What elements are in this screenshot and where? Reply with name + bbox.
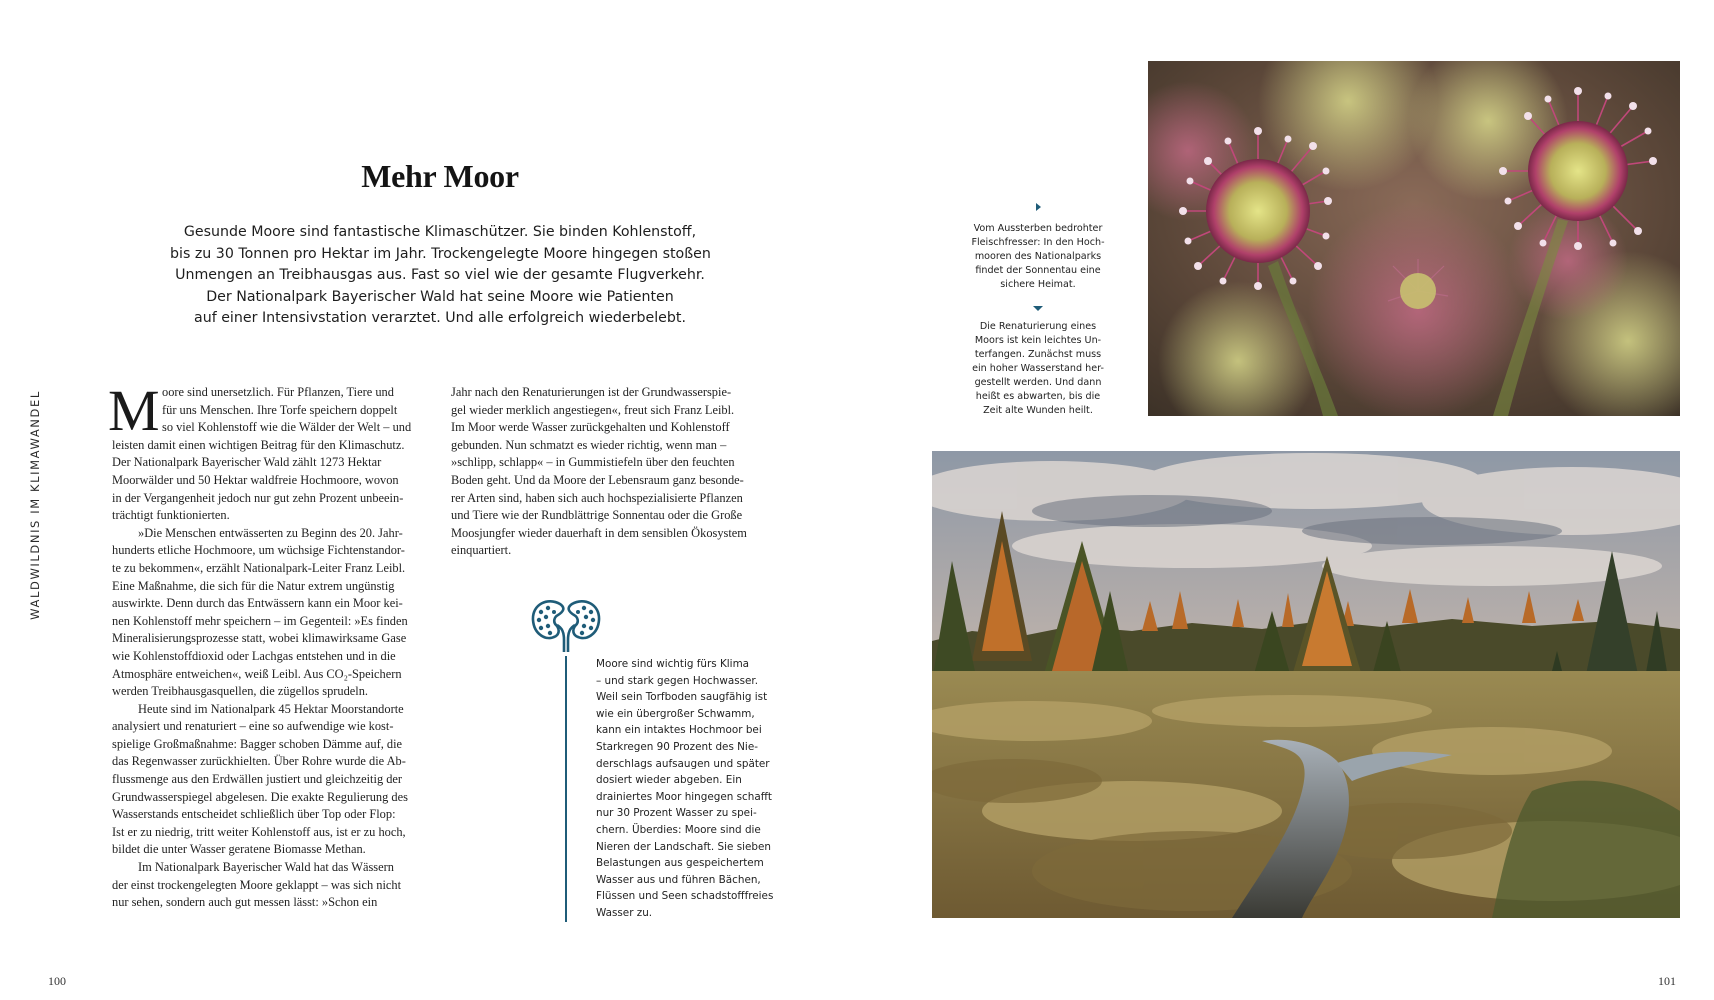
body-line: oore sind unersetzlich. Für Pflanzen, Tiere und (162, 385, 394, 399)
section-label (28, 385, 44, 625)
body-column-middle (451, 384, 771, 560)
body-line: gebunden. Nun schmatzt es wieder richtig, wenn man – (451, 437, 727, 452)
sidebar-line: kann ein intaktes Hochmoor bei (596, 724, 762, 737)
caption-line: gestellt werden. Und dann (974, 377, 1102, 388)
sidebar-line: derschlags aufsaugen und später (596, 757, 770, 770)
body-line: so viel Kohlenstoff wie die Wälder der Welt – und (162, 420, 412, 435)
body-line: »schlipp, schlapp« – in Gummistiefeln über den feuchten (451, 455, 735, 470)
caption-line: sichere Heimat. (1000, 279, 1076, 290)
sidebar-line: drainiertes Moor hingegen schafft (596, 790, 772, 803)
sidebar-line: Wasser aus und führen Bächen, (596, 873, 761, 886)
caption-line: heißt es abwarten, bis die (975, 391, 1101, 402)
body-line: »Die Menschen entwässerten zu Beginn des 20. Jahr- (138, 525, 403, 540)
lead-line: auf einer Intensivstation verarztet. Und alle erfolgreich wiederbelebt. (194, 310, 686, 326)
body-line: trächtigt funktionierten. (112, 508, 230, 523)
caption-line: Fleischfresser: In den Hoch- (971, 237, 1105, 248)
page-number-left: 100 (48, 974, 66, 988)
sidebar-line: Belastungen aus gespeichertem (596, 857, 764, 870)
body-line: flussmenge aus den Erdwällen justiert und gleichzeitig der (112, 772, 403, 787)
photo-sundew (1148, 61, 1680, 416)
body-line: Im Nationalpark Bayerischer Wald hat das Wässern (138, 860, 394, 875)
caption-line: Zeit alte Wunden heilt. (983, 405, 1093, 416)
body-line: spielige Großmaßnahme: Bagger schoben Dämme auf, die (112, 736, 403, 751)
body-line: nen Kohlenstoff mehr speichern – im Gegenteil: »Es finden (112, 613, 408, 628)
body-line: bildet die unter Wasser geratene Biomasse Methan. (112, 842, 366, 857)
caption-line: mooren des Nationalparks (974, 251, 1102, 262)
caption-line: Die Renaturierung eines (979, 321, 1097, 332)
body-line: werden Treibhausgasquellen, die zügellos sprudeln. (112, 684, 369, 699)
sidebar-line: chern. Überdies: Moore sind die (596, 823, 761, 836)
sidebar-line: Nieren der Landschaft. Sie sieben (596, 840, 771, 853)
body-line: einquartiert. (451, 543, 512, 558)
body-line: Boden geht. Und da Moore der Lebensraum ganz besonde- (451, 472, 744, 487)
caption-line: Moors ist kein leichtes Un- (974, 335, 1102, 346)
sidebar-line: – und stark gegen Hochwasser. (596, 674, 759, 687)
lead-line: Gesunde Moore sind fantastische Klimaschützer. Sie binden Kohlenstoff, (183, 224, 697, 240)
caption-sundew (968, 222, 1108, 292)
body-line: das Regenwasser zurückhielten. Über Rohre wurde die Ab- (112, 754, 406, 769)
body-line: Mineralisierungsprozesse statt, wobei klimawirksame Gase (112, 631, 407, 646)
sidebar-line: Flüssen und Seen schadstofffreies (596, 890, 774, 903)
body-line: leisten damit einen wichtigen Beitrag für den Klimaschutz. (112, 437, 405, 452)
body-line: Eine Maßnahme, die sich für die Natur extrem ungünstig (112, 578, 395, 593)
lead-line: Unmengen an Treibhausgas aus. Fast so viel wie der gesamte Flugverkehr. (175, 267, 705, 283)
body-line: te zu bekommen«, erzählt Nationalpark-Leiter Franz Leibl. (112, 560, 406, 575)
arrow-down-icon (1032, 303, 1044, 313)
sidebar-line: Moore sind wichtig fürs Klima (596, 658, 750, 670)
body-line: und Tiere wie der Rundblättrige Sonnentau oder die Große (451, 508, 743, 523)
body-line: Im Moor werde Wasser zurückgehalten und Kohlenstoff (451, 420, 730, 435)
body-line: Grundwasserspiegel abgelesen. Die exakte Regulierung des (112, 789, 408, 804)
caption-line: ein hoher Wasserstand her- (972, 363, 1104, 374)
body-line: analysiert und renaturiert – eine so aufwendige wie kost- (112, 719, 394, 734)
caption-line: Vom Aussterben bedrohter (973, 223, 1103, 234)
dropcap: M (108, 378, 160, 443)
body-line: auswirkte. Denn durch das Entwässern kann ein Moor kei- (112, 596, 403, 611)
sidebar-line: dosiert wieder abgeben. Ein (596, 774, 742, 787)
body-line: Heute sind im Nationalpark 45 Hektar Moorstandorte (138, 701, 404, 716)
body-line: Der Nationalpark Bayerischer Wald zählt 1273 Hektar (112, 455, 382, 470)
page-title: Mehr Moor (361, 158, 519, 194)
body-line: Atmosphäre entweichen«, weiß Leibl. Aus CO₂-Speichern (112, 666, 402, 681)
body-line: Ist er zu niedrig, tritt weiter Kohlenstoff aus, ist er zu hoch, (112, 824, 406, 839)
section-label-text: WALDWILDNIS IM KLIMAWANDEL (28, 390, 42, 620)
body-line: Moosjungfer wieder dauerhaft in dem sensiblen Ökosystem (451, 525, 747, 540)
body-line: Moorwälder und 50 Hektar waldfreie Hochmoore, wovon (112, 472, 399, 487)
sidebar-line: Wasser zu. (596, 906, 653, 919)
sidebar-line: wie ein übergroßer Schwamm, (596, 707, 755, 720)
sidebar-line: Starkregen 90 Prozent des Nie- (596, 740, 758, 753)
arrow-right-icon (1032, 202, 1044, 212)
caption-line: terfangen. Zunächst muss (974, 349, 1102, 360)
sidebar-line: Weil sein Torfboden saugfähig ist (596, 691, 768, 704)
caption-moor (968, 320, 1108, 418)
body-line: in der Vergangenheit jedoch nur gut zehn Prozent unbeein- (112, 490, 404, 505)
lead-paragraph (170, 222, 710, 330)
kidney-icon (530, 598, 602, 652)
sidebar-text (596, 656, 776, 922)
body-line: der einst trockengelegten Moore geklappt – was sich nicht (112, 877, 402, 892)
lead-line: Der Nationalpark Bayerischer Wald hat seine Moore wie Patienten (206, 288, 674, 305)
sidebar-line: nur 30 Prozent Wasser zu spei- (596, 807, 757, 820)
body-line: hunderts etliche Hochmoore, um wüchsige Fichtenstandor- (112, 543, 405, 558)
page-number-right: 101 (1658, 974, 1676, 988)
body-line: nur sehen, sondern auch gut messen lässt: »Schon ein (112, 895, 378, 910)
body-line: gel wieder merklich angestiegen«, freut sich Franz Leibl. (451, 402, 735, 417)
body-line: Jahr nach den Renaturierungen ist der Grundwasserspie- (451, 385, 732, 399)
body-line: für uns Menschen. Ihre Torfe speichern doppelt (162, 402, 398, 417)
sidebar-rule (565, 656, 567, 922)
photo-moor-landscape (932, 451, 1680, 918)
body-line: wie Kohlenstoffdioxid oder Lachgas entstehen und in die (112, 648, 396, 663)
body-line: rer Arten sind, haben sich auch hochspezialisierte Pflanzen (451, 490, 743, 505)
caption-line: findet der Sonnentau eine (975, 265, 1101, 276)
body-line: Wasserstands entscheidet schließlich über Top oder Flop: (112, 807, 396, 822)
lead-line: bis zu 30 Tonnen pro Hektar im Jahr. Trockengelegte Moore hingegen stoßen (170, 245, 711, 262)
body-column-left (112, 384, 430, 912)
